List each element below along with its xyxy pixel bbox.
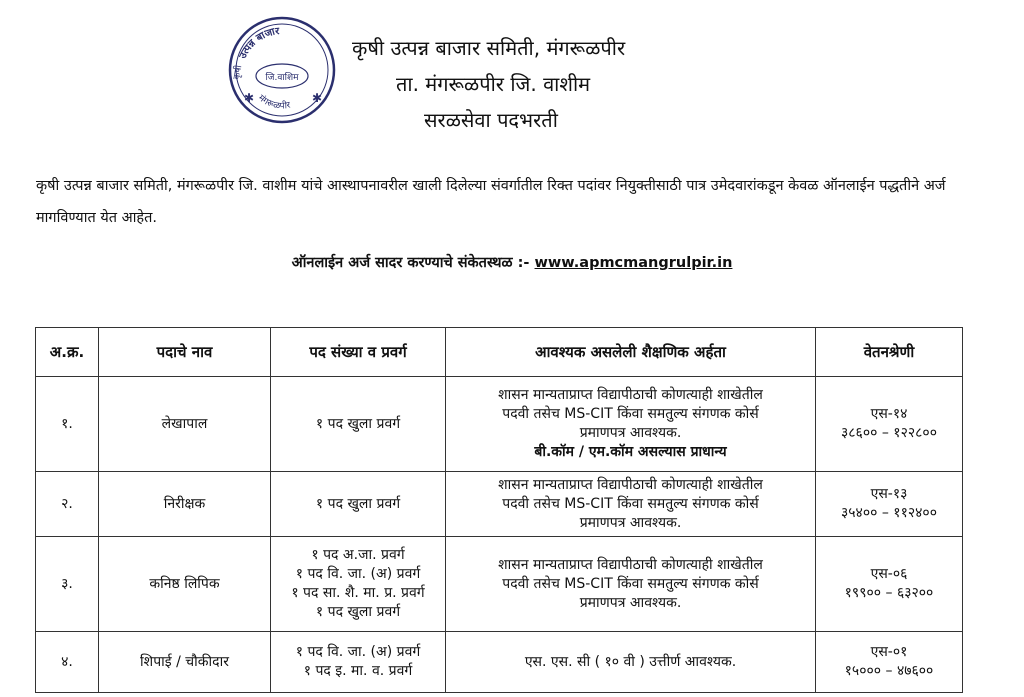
seat-line: १ पद अ.जा. प्रवर्ग (311, 547, 405, 563)
seal-center-text: जि.वाशिम (265, 73, 299, 83)
svg-text:मंगरूळपीर (256, 93, 292, 112)
seats-category (271, 537, 446, 632)
pay-scale (816, 537, 963, 632)
website-label: ऑनलाईन अर्ज सादर करण्याचे संकेतस्थळ :- (291, 255, 530, 271)
svg-text:उत्पन्न बाजार (237, 26, 281, 61)
sr-no: ३. (36, 537, 99, 632)
qualification (446, 632, 816, 693)
post-name: लेखापाल (99, 377, 271, 472)
header-taluka-district: ता. मंगरूळपीर जि. वाशीम (396, 72, 591, 96)
qualification-line: पदवी तसेच MS-CIT किंवा समतुल्य संगणक कोर्स (502, 495, 759, 512)
seat-line: १ पद खुला प्रवर्ग (315, 415, 401, 432)
header-recruitment-title: सरळसेवा पदभरती (424, 108, 558, 132)
table-row (36, 377, 963, 472)
post-name: कनिष्ठ लिपिक (99, 537, 271, 632)
seal-top-text: उत्पन्न बाजार (237, 26, 280, 61)
header-qualification: आवश्यक असलेली शैक्षणिक अर्हता (446, 328, 816, 377)
website-link[interactable]: www.apmcmangrulpir.in (534, 255, 733, 271)
qualification (446, 537, 816, 632)
table-header-row (36, 328, 963, 377)
pay-scale (816, 377, 963, 472)
sr-no: २. (36, 472, 99, 537)
seal-bottom-text: मंगरूळपीर (255, 93, 292, 112)
website-line (0, 252, 1024, 272)
intro-paragraph: कृषी उत्पन्न बाजार समिती, मंगरूळपीर जि. वाशीम यांचे आस्थापनावरील खाली दिलेल्या संवर्गातील रिक्त पदांवर नियुक्तीसाठी पात्र उमेदवारांकडून केवळ ऑनलाईन पद्धतीने अर्ज मागविण्यात येत आहेत. (36, 178, 946, 226)
pay-grade: एस-०६ (870, 566, 908, 582)
apmc-seal (226, 14, 338, 126)
preference-line: बी.कॉम / एम.कॉम असल्यास प्राधान्य (534, 444, 727, 460)
pay-grade: एस-०१ (870, 644, 908, 660)
qualification-line: एस. एस. सी ( १० वी ) उत्तीर्ण आवश्यक. (524, 653, 737, 670)
vacancy-table (35, 327, 963, 693)
seal-star-left-icon: ✱ (244, 91, 255, 105)
pay-range: ३८६०० – १२२८०० (841, 425, 937, 441)
seats-category (271, 632, 446, 693)
table-row (36, 537, 963, 632)
qualification-line: प्रमाणपत्र आवश्यक. (579, 594, 682, 611)
table-row (36, 632, 963, 693)
header-sr-no: अ.क्र. (36, 328, 99, 377)
seat-line: १ पद खुला प्रवर्ग (315, 495, 401, 512)
qualification-line: पदवी तसेच MS-CIT किंवा समतुल्य संगणक कोर्स (502, 406, 759, 422)
pay-range: ३५४०० – ११२४०० (841, 505, 937, 521)
pay-range: १९९०० – ६३२०० (844, 585, 934, 601)
table-row (36, 472, 963, 537)
header-committee-name: कृषी उत्पन्न बाजार समिती, मंगरूळपीर (352, 36, 626, 60)
qualification-line: प्रमाणपत्र आवश्यक. (579, 514, 682, 531)
seat-line: १ पद इ. मा. व. प्रवर्ग (303, 663, 413, 679)
seat-line: १ पद वि. जा. (अ) प्रवर्ग (295, 644, 421, 660)
pay-scale (816, 632, 963, 693)
header-pay-scale: वेतनश्रेणी (816, 328, 963, 377)
header-seats-category: पद संख्या व प्रवर्ग (271, 328, 446, 377)
post-name: निरीक्षक (99, 472, 271, 537)
seat-line: १ पद सा. शै. मा. प्र. प्रवर्ग (291, 585, 425, 601)
pay-grade: एस-१३ (870, 486, 908, 502)
sr-no: ४. (36, 632, 99, 693)
seal-star-right-icon: ✱ (312, 91, 323, 105)
qualification (446, 472, 816, 537)
qualification-line: शासन मान्यताप्राप्त विद्यापीठाची कोणत्याही शाखेतील (498, 476, 763, 493)
qualification-line: पदवी तसेच MS-CIT किंवा समतुल्य संगणक कोर्स (502, 575, 759, 592)
seats-category (271, 472, 446, 537)
seat-line: १ पद खुला प्रवर्ग (315, 604, 401, 620)
pay-scale (816, 472, 963, 537)
document-header (340, 30, 760, 138)
post-name: शिपाई / चौकीदार (99, 632, 271, 693)
pay-grade: एस-१४ (870, 406, 908, 422)
pay-range: १५००० – ४७६०० (844, 663, 934, 679)
qualification (446, 377, 816, 472)
qualification-line: शासन मान्यताप्राप्त विद्यापीठाची कोणत्याही शाखेतील (498, 556, 763, 573)
sr-no: १. (36, 377, 99, 472)
header-post-name: पदाचे नाव (99, 328, 271, 377)
qualification-line: शासन मान्यताप्राप्त विद्यापीठाची कोणत्याही शाखेतील (498, 387, 763, 403)
seats-category (271, 377, 446, 472)
qualification-line: प्रमाणपत्र आवश्यक. (579, 425, 682, 441)
seat-line: १ पद वि. जा. (अ) प्रवर्ग (295, 566, 421, 582)
seal-left-text: कृषी (232, 64, 245, 81)
